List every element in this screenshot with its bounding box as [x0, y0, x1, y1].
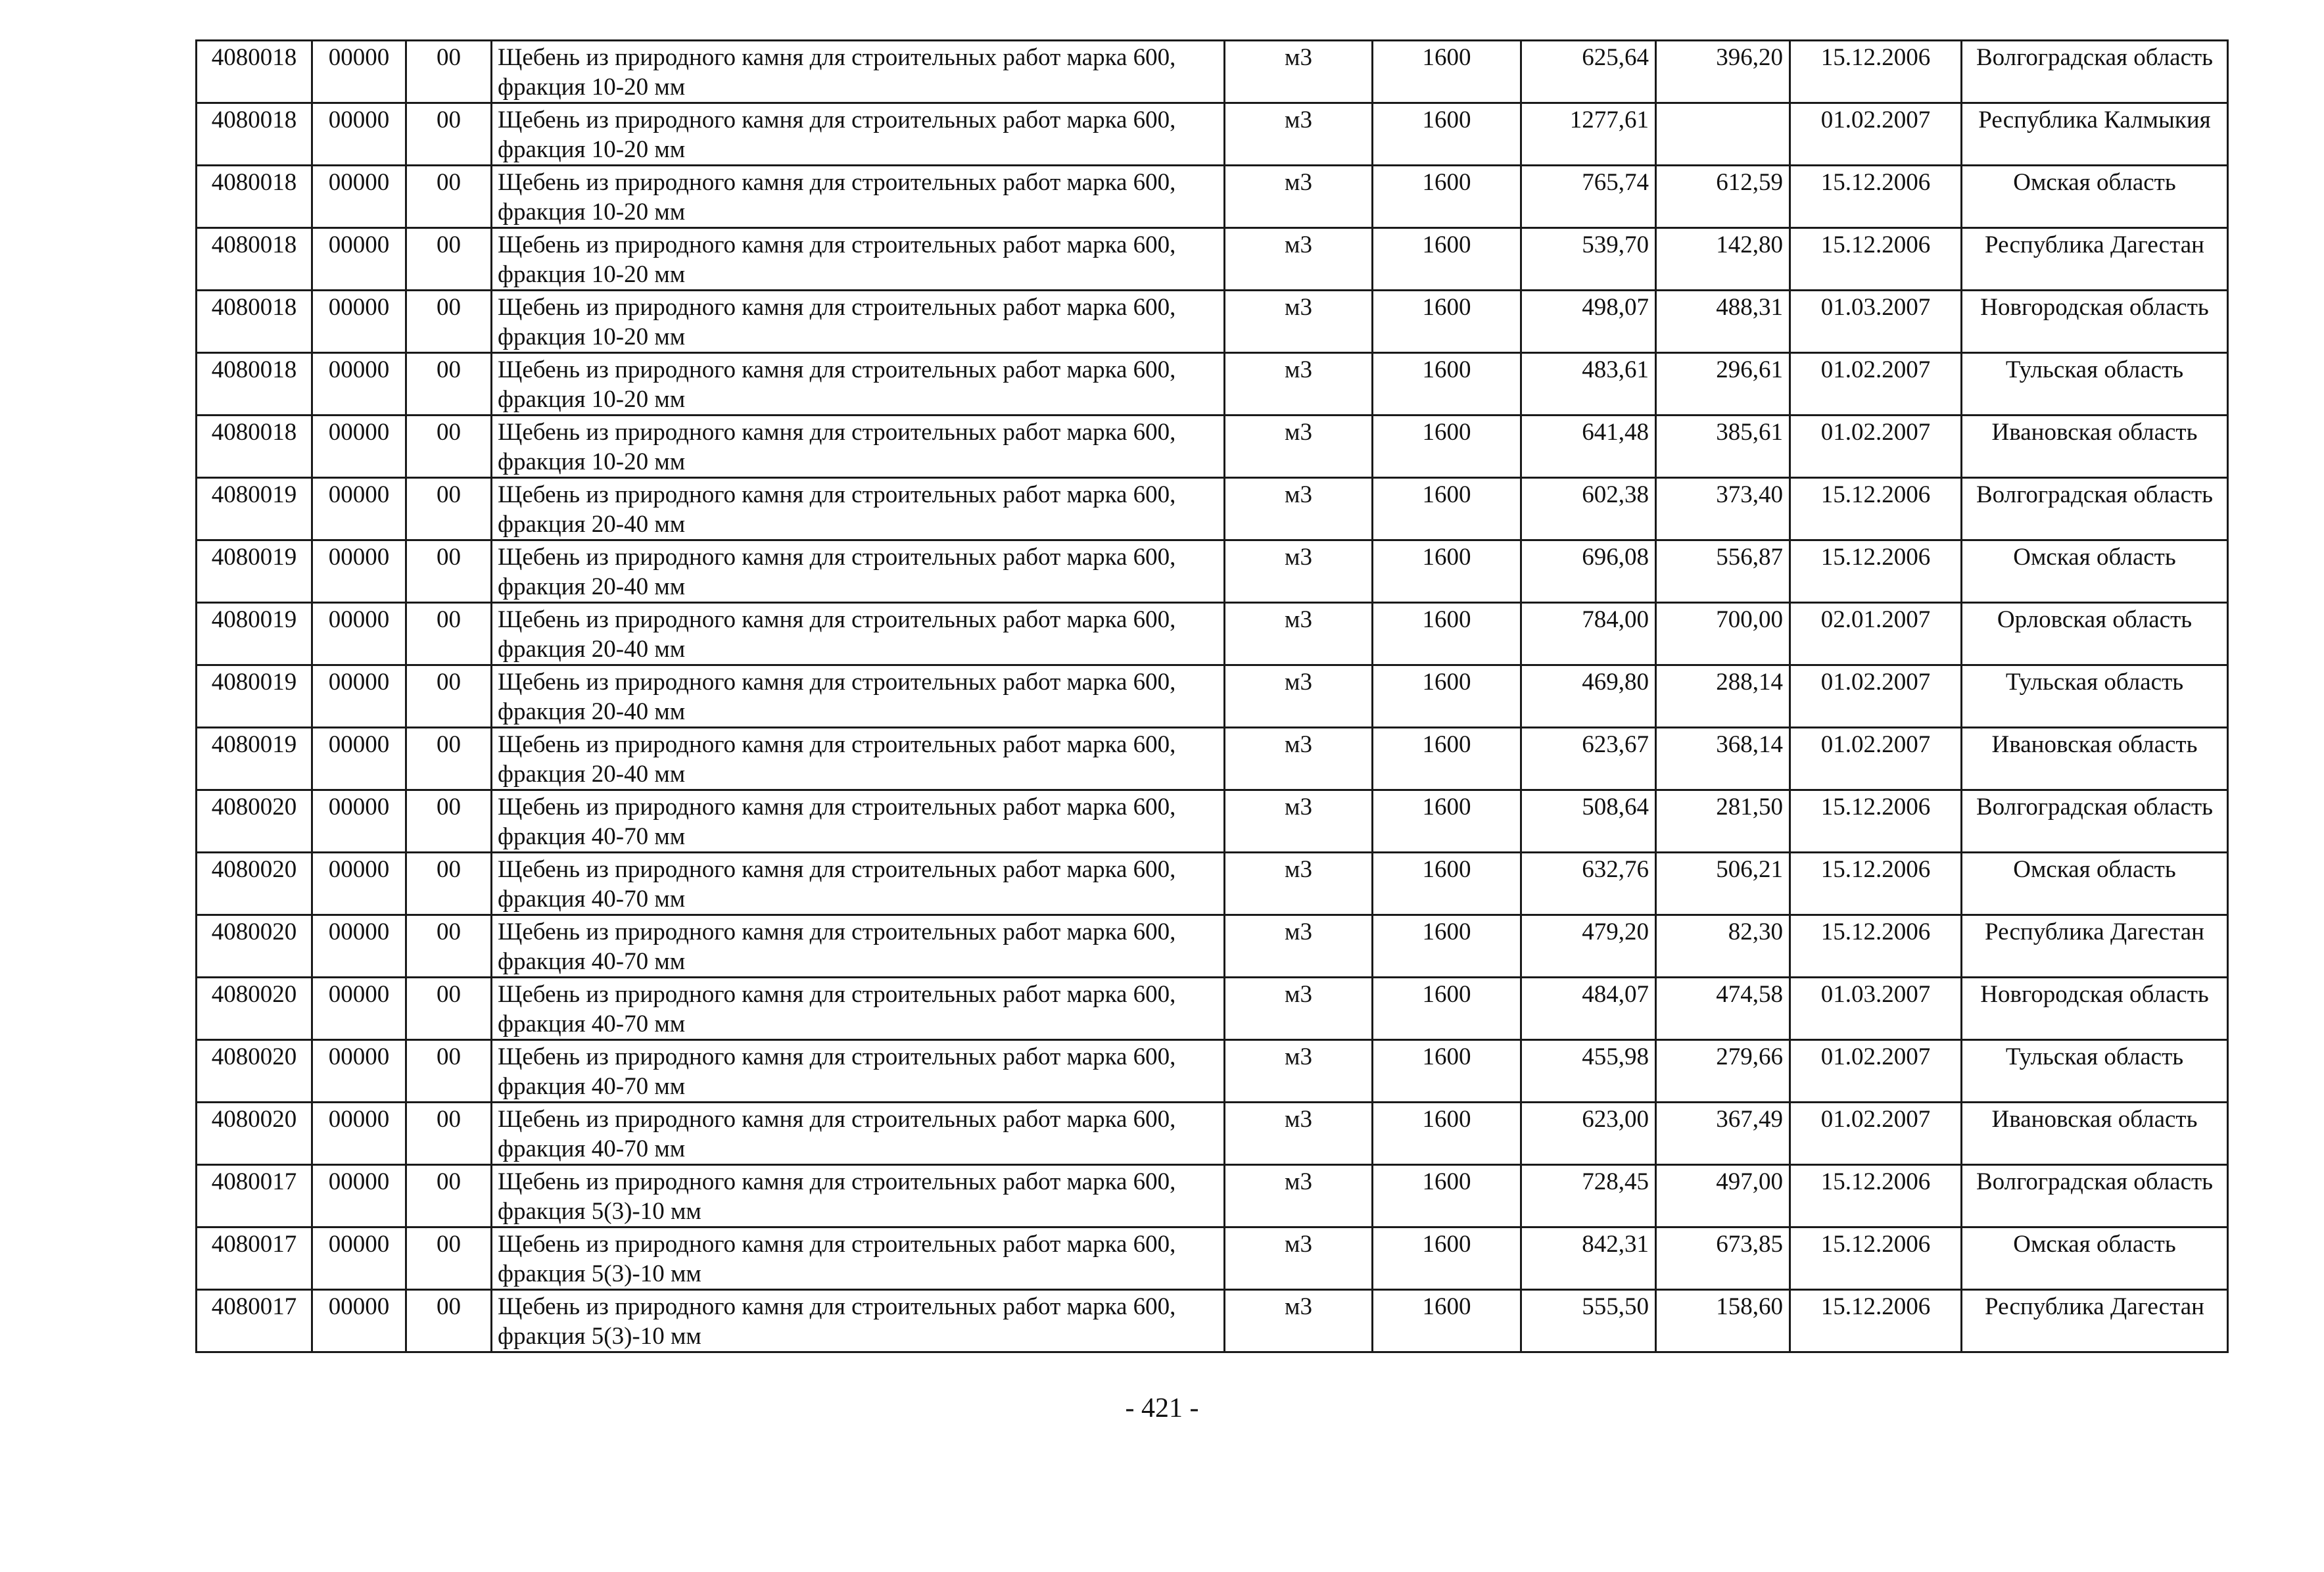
- cell-subcode: 00000: [312, 228, 406, 291]
- cell-region: Новгородская область: [1962, 978, 2228, 1040]
- cell-quantity: 1600: [1373, 1165, 1521, 1227]
- cell-quantity: 1600: [1373, 103, 1521, 166]
- cell-date: 15.12.2006: [1790, 790, 1962, 853]
- cell-date: 01.03.2007: [1790, 291, 1962, 353]
- cell-unit: м3: [1225, 416, 1373, 478]
- cell-index: 00: [406, 166, 492, 228]
- table-row: [197, 728, 2228, 790]
- table-row: [197, 603, 2228, 665]
- cell-subcode: 00000: [312, 915, 406, 978]
- cell-price-2: 158,60: [1656, 1290, 1790, 1352]
- cell-region: Орловская область: [1962, 603, 2228, 665]
- cell-price-2: 368,14: [1656, 728, 1790, 790]
- cell-index: 00: [406, 665, 492, 728]
- cell-region: Республика Дагестан: [1962, 1290, 2228, 1352]
- cell-region: Волгоградская область: [1962, 790, 2228, 853]
- cell-price-2: 497,00: [1656, 1165, 1790, 1227]
- cell-description: Щебень из природного камня для строительных работ марка 600, фракция 40-70 мм: [492, 915, 1225, 978]
- cell-date: 02.01.2007: [1790, 603, 1962, 665]
- cell-code: 4080018: [197, 41, 312, 103]
- cell-region: Тульская область: [1962, 1040, 2228, 1103]
- cell-unit: м3: [1225, 1227, 1373, 1290]
- cell-quantity: 1600: [1373, 665, 1521, 728]
- cell-date: 15.12.2006: [1790, 1290, 1962, 1352]
- table-row: [197, 228, 2228, 291]
- cell-subcode: 00000: [312, 166, 406, 228]
- cell-description: Щебень из природного камня для строительных работ марка 600, фракция 5(3)-10 мм: [492, 1227, 1225, 1290]
- table-row: [197, 1103, 2228, 1165]
- cell-subcode: 00000: [312, 728, 406, 790]
- cell-region: Ивановская область: [1962, 1103, 2228, 1165]
- cell-code: 4080018: [197, 291, 312, 353]
- cell-price-2: 367,49: [1656, 1103, 1790, 1165]
- cell-subcode: 00000: [312, 978, 406, 1040]
- table-row: [197, 978, 2228, 1040]
- table-row: [197, 665, 2228, 728]
- cell-quantity: 1600: [1373, 915, 1521, 978]
- cell-index: 00: [406, 540, 492, 603]
- cell-description: Щебень из природного камня для строительных работ марка 600, фракция 10-20 мм: [492, 103, 1225, 166]
- cell-code: 4080018: [197, 416, 312, 478]
- cell-unit: м3: [1225, 1103, 1373, 1165]
- cell-index: 00: [406, 853, 492, 915]
- cell-price-2: 488,31: [1656, 291, 1790, 353]
- cell-description: Щебень из природного камня для строительных работ марка 600, фракция 40-70 мм: [492, 978, 1225, 1040]
- cell-price-1: 623,00: [1521, 1103, 1656, 1165]
- cell-unit: м3: [1225, 915, 1373, 978]
- cell-price-1: 498,07: [1521, 291, 1656, 353]
- cell-code: 4080019: [197, 540, 312, 603]
- cell-date: 01.02.2007: [1790, 416, 1962, 478]
- cell-quantity: 1600: [1373, 1227, 1521, 1290]
- page-number: - 421 -: [1125, 1393, 1199, 1423]
- cell-unit: м3: [1225, 291, 1373, 353]
- cell-unit: м3: [1225, 41, 1373, 103]
- table-row: [197, 103, 2228, 166]
- cell-subcode: 00000: [312, 353, 406, 416]
- cell-subcode: 00000: [312, 416, 406, 478]
- cell-price-1: 625,64: [1521, 41, 1656, 103]
- cell-unit: м3: [1225, 1290, 1373, 1352]
- cell-region: Новгородская область: [1962, 291, 2228, 353]
- table-row: [197, 1040, 2228, 1103]
- cell-code: 4080019: [197, 728, 312, 790]
- cell-subcode: 00000: [312, 1290, 406, 1352]
- cell-price-2: 281,50: [1656, 790, 1790, 853]
- cell-quantity: 1600: [1373, 790, 1521, 853]
- cell-quantity: 1600: [1373, 1290, 1521, 1352]
- cell-subcode: 00000: [312, 1040, 406, 1103]
- cell-date: 01.02.2007: [1790, 1103, 1962, 1165]
- cell-region: Омская область: [1962, 853, 2228, 915]
- cell-date: 15.12.2006: [1790, 853, 1962, 915]
- cell-description: Щебень из природного камня для строительных работ марка 600, фракция 10-20 мм: [492, 353, 1225, 416]
- cell-date: 15.12.2006: [1790, 228, 1962, 291]
- cell-quantity: 1600: [1373, 228, 1521, 291]
- cell-price-2: 474,58: [1656, 978, 1790, 1040]
- cell-quantity: 1600: [1373, 1040, 1521, 1103]
- cell-price-1: 479,20: [1521, 915, 1656, 978]
- cell-subcode: 00000: [312, 665, 406, 728]
- cell-index: 00: [406, 790, 492, 853]
- cell-unit: м3: [1225, 728, 1373, 790]
- table-row: [197, 1165, 2228, 1227]
- cell-region: Республика Калмыкия: [1962, 103, 2228, 166]
- table-row: [197, 1290, 2228, 1352]
- cell-description: Щебень из природного камня для строительных работ марка 600, фракция 5(3)-10 мм: [492, 1165, 1225, 1227]
- cell-region: Республика Дагестан: [1962, 915, 2228, 978]
- cell-quantity: 1600: [1373, 353, 1521, 416]
- cell-description: Щебень из природного камня для строительных работ марка 600, фракция 20-40 мм: [492, 540, 1225, 603]
- cell-date: 01.02.2007: [1790, 665, 1962, 728]
- cell-price-2: 673,85: [1656, 1227, 1790, 1290]
- cell-quantity: 1600: [1373, 291, 1521, 353]
- table-row: [197, 166, 2228, 228]
- cell-price-1: 728,45: [1521, 1165, 1656, 1227]
- cell-price-1: 455,98: [1521, 1040, 1656, 1103]
- cell-code: 4080017: [197, 1227, 312, 1290]
- cell-price-1: 765,74: [1521, 166, 1656, 228]
- cell-quantity: 1600: [1373, 416, 1521, 478]
- cell-description: Щебень из природного камня для строительных работ марка 600, фракция 40-70 мм: [492, 1103, 1225, 1165]
- cell-subcode: 00000: [312, 540, 406, 603]
- cell-description: Щебень из природного камня для строительных работ марка 600, фракция 40-70 мм: [492, 790, 1225, 853]
- cell-unit: м3: [1225, 478, 1373, 540]
- cell-index: 00: [406, 478, 492, 540]
- cell-date: 01.02.2007: [1790, 728, 1962, 790]
- cell-description: Щебень из природного камня для строительных работ марка 600, фракция 20-40 мм: [492, 728, 1225, 790]
- cell-price-1: 623,67: [1521, 728, 1656, 790]
- cell-code: 4080018: [197, 228, 312, 291]
- cell-date: 15.12.2006: [1790, 478, 1962, 540]
- cell-price-1: 842,31: [1521, 1227, 1656, 1290]
- cell-price-1: 602,38: [1521, 478, 1656, 540]
- cell-index: 00: [406, 978, 492, 1040]
- cell-index: 00: [406, 1040, 492, 1103]
- cell-index: 00: [406, 1227, 492, 1290]
- cell-date: 01.03.2007: [1790, 978, 1962, 1040]
- cell-price-2: 506,21: [1656, 853, 1790, 915]
- cell-price-2: 142,80: [1656, 228, 1790, 291]
- cell-code: 4080020: [197, 978, 312, 1040]
- cell-index: 00: [406, 915, 492, 978]
- cell-date: 01.02.2007: [1790, 353, 1962, 416]
- cell-code: 4080020: [197, 1040, 312, 1103]
- table-row: [197, 41, 2228, 103]
- cell-index: 00: [406, 353, 492, 416]
- cell-price-1: 484,07: [1521, 978, 1656, 1040]
- cell-subcode: 00000: [312, 603, 406, 665]
- table-row: [197, 353, 2228, 416]
- cell-region: Тульская область: [1962, 353, 2228, 416]
- cell-description: Щебень из природного камня для строительных работ марка 600, фракция 20-40 мм: [492, 603, 1225, 665]
- cell-price-2: 279,66: [1656, 1040, 1790, 1103]
- cell-index: 00: [406, 228, 492, 291]
- table-row: [197, 416, 2228, 478]
- cell-unit: м3: [1225, 603, 1373, 665]
- cell-region: Волгоградская область: [1962, 41, 2228, 103]
- cell-subcode: 00000: [312, 1103, 406, 1165]
- price-table: [195, 39, 2229, 1353]
- table-row: [197, 1227, 2228, 1290]
- cell-subcode: 00000: [312, 291, 406, 353]
- cell-code: 4080019: [197, 603, 312, 665]
- cell-price-2: [1656, 103, 1790, 166]
- cell-date: 15.12.2006: [1790, 1165, 1962, 1227]
- cell-price-1: 555,50: [1521, 1290, 1656, 1352]
- cell-description: Щебень из природного камня для строительных работ марка 600, фракция 20-40 мм: [492, 665, 1225, 728]
- cell-quantity: 1600: [1373, 540, 1521, 603]
- cell-index: 00: [406, 291, 492, 353]
- cell-date: 15.12.2006: [1790, 1227, 1962, 1290]
- cell-price-1: 508,64: [1521, 790, 1656, 853]
- cell-code: 4080018: [197, 166, 312, 228]
- cell-unit: м3: [1225, 540, 1373, 603]
- cell-price-1: 632,76: [1521, 853, 1656, 915]
- cell-code: 4080019: [197, 478, 312, 540]
- cell-index: 00: [406, 41, 492, 103]
- cell-subcode: 00000: [312, 103, 406, 166]
- cell-subcode: 00000: [312, 1165, 406, 1227]
- cell-price-1: 469,80: [1521, 665, 1656, 728]
- cell-quantity: 1600: [1373, 603, 1521, 665]
- cell-unit: м3: [1225, 353, 1373, 416]
- cell-description: Щебень из природного камня для строительных работ марка 600, фракция 40-70 мм: [492, 1040, 1225, 1103]
- cell-subcode: 00000: [312, 41, 406, 103]
- cell-index: 00: [406, 103, 492, 166]
- cell-quantity: 1600: [1373, 166, 1521, 228]
- cell-region: Волгоградская область: [1962, 478, 2228, 540]
- cell-price-2: 82,30: [1656, 915, 1790, 978]
- cell-price-2: 396,20: [1656, 41, 1790, 103]
- table-row: [197, 915, 2228, 978]
- cell-code: 4080020: [197, 853, 312, 915]
- cell-date: 01.02.2007: [1790, 1040, 1962, 1103]
- cell-subcode: 00000: [312, 790, 406, 853]
- cell-price-1: 483,61: [1521, 353, 1656, 416]
- cell-unit: м3: [1225, 1040, 1373, 1103]
- cell-description: Щебень из природного камня для строительных работ марка 600, фракция 10-20 мм: [492, 416, 1225, 478]
- cell-region: Омская область: [1962, 540, 2228, 603]
- cell-region: Омская область: [1962, 166, 2228, 228]
- cell-date: 15.12.2006: [1790, 166, 1962, 228]
- cell-region: Ивановская область: [1962, 728, 2228, 790]
- cell-price-2: 288,14: [1656, 665, 1790, 728]
- cell-date: 01.02.2007: [1790, 103, 1962, 166]
- cell-quantity: 1600: [1373, 41, 1521, 103]
- cell-price-2: 373,40: [1656, 478, 1790, 540]
- cell-region: Ивановская область: [1962, 416, 2228, 478]
- cell-date: 15.12.2006: [1790, 915, 1962, 978]
- cell-quantity: 1600: [1373, 478, 1521, 540]
- cell-code: 4080017: [197, 1165, 312, 1227]
- cell-description: Щебень из природного камня для строительных работ марка 600, фракция 10-20 мм: [492, 41, 1225, 103]
- cell-code: 4080017: [197, 1290, 312, 1352]
- table-row: [197, 291, 2228, 353]
- cell-unit: м3: [1225, 978, 1373, 1040]
- cell-region: Волгоградская область: [1962, 1165, 2228, 1227]
- cell-index: 00: [406, 416, 492, 478]
- cell-price-1: 1277,61: [1521, 103, 1656, 166]
- cell-date: 15.12.2006: [1790, 540, 1962, 603]
- table-row: [197, 790, 2228, 853]
- cell-description: Щебень из природного камня для строительных работ марка 600, фракция 20-40 мм: [492, 478, 1225, 540]
- cell-unit: м3: [1225, 228, 1373, 291]
- cell-price-2: 700,00: [1656, 603, 1790, 665]
- cell-subcode: 00000: [312, 853, 406, 915]
- table-body: [197, 41, 2228, 1352]
- cell-code: 4080020: [197, 1103, 312, 1165]
- cell-region: Омская область: [1962, 1227, 2228, 1290]
- cell-price-1: 641,48: [1521, 416, 1656, 478]
- cell-quantity: 1600: [1373, 853, 1521, 915]
- table-row: [197, 478, 2228, 540]
- cell-unit: м3: [1225, 1165, 1373, 1227]
- table-row: [197, 540, 2228, 603]
- cell-index: 00: [406, 1290, 492, 1352]
- cell-quantity: 1600: [1373, 728, 1521, 790]
- cell-code: 4080018: [197, 353, 312, 416]
- cell-subcode: 00000: [312, 1227, 406, 1290]
- cell-index: 00: [406, 728, 492, 790]
- cell-unit: м3: [1225, 166, 1373, 228]
- cell-description: Щебень из природного камня для строительных работ марка 600, фракция 5(3)-10 мм: [492, 1290, 1225, 1352]
- cell-quantity: 1600: [1373, 1103, 1521, 1165]
- cell-description: Щебень из природного камня для строительных работ марка 600, фракция 10-20 мм: [492, 166, 1225, 228]
- cell-price-2: 385,61: [1656, 416, 1790, 478]
- cell-index: 00: [406, 1103, 492, 1165]
- cell-index: 00: [406, 1165, 492, 1227]
- cell-unit: м3: [1225, 665, 1373, 728]
- cell-price-1: 696,08: [1521, 540, 1656, 603]
- cell-code: 4080020: [197, 790, 312, 853]
- cell-unit: м3: [1225, 853, 1373, 915]
- cell-description: Щебень из природного камня для строительных работ марка 600, фракция 40-70 мм: [492, 853, 1225, 915]
- cell-description: Щебень из природного камня для строительных работ марка 600, фракция 10-20 мм: [492, 291, 1225, 353]
- cell-description: Щебень из природного камня для строительных работ марка 600, фракция 10-20 мм: [492, 228, 1225, 291]
- cell-region: Республика Дагестан: [1962, 228, 2228, 291]
- cell-price-2: 296,61: [1656, 353, 1790, 416]
- cell-quantity: 1600: [1373, 978, 1521, 1040]
- cell-subcode: 00000: [312, 478, 406, 540]
- cell-price-1: 784,00: [1521, 603, 1656, 665]
- table-row: [197, 853, 2228, 915]
- cell-unit: м3: [1225, 790, 1373, 853]
- cell-price-2: 556,87: [1656, 540, 1790, 603]
- cell-code: 4080019: [197, 665, 312, 728]
- cell-region: Тульская область: [1962, 665, 2228, 728]
- cell-code: 4080020: [197, 915, 312, 978]
- cell-date: 15.12.2006: [1790, 41, 1962, 103]
- cell-index: 00: [406, 603, 492, 665]
- cell-price-1: 539,70: [1521, 228, 1656, 291]
- cell-code: 4080018: [197, 103, 312, 166]
- cell-price-2: 612,59: [1656, 166, 1790, 228]
- cell-unit: м3: [1225, 103, 1373, 166]
